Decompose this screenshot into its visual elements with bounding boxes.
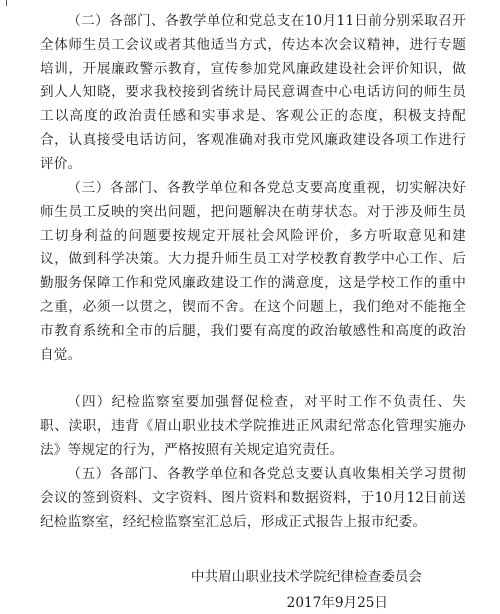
signature-organization: 中共眉山职业技术学院纪律检查委员会	[190, 569, 422, 585]
paragraph-4: （四）纪检监察室要加强督促检查，对平时工作不负责任、失职、渎职，违背《眉山职业技术学院推进正风肃纪常态化管理实施办法》等规定的行为，严格按照有关规定追究责任。	[40, 394, 466, 458]
paragraph-5: （五）各部门、各教学单位和各党总支要认真收集相关学习贯彻会议的签到资料、文字资料、图片资料和数据资料，于10月12日前送纪检监察室，经纪检监察室汇总后，形成正式报告上报市纪委。	[40, 466, 466, 530]
paragraph-2: （二）各部门、各教学单位和党总支在10月11日前分别采取召开全体师生员工会议或者其他适当方式，传达本次会议精神，进行专题培训，开展廉政警示教育，宣传参加党风廉政建设社会评价知识，做到人人知晓，要求我校接到省统计局民意调查中心电话访问的师生员工以高度的政治责任感和实事求是、客观公正的态度，积极支持配合，认真接受电话访问，客观准确对我市党风廉政建设各项工作进行评价。	[40, 13, 466, 172]
page-edge-mark	[6, 0, 7, 6]
signature-date: 2017年9月25日	[286, 595, 388, 611]
paragraph-3: （三）各部门、各教学单位和各党总支要高度重视，切实解决好师生员工反映的突出问题，把问题解决在萌芽状态。对于涉及师生员工切身利益的问题要按规定开展社会风险评价，多方听取意见和建议，做到科学决策。大力提升师生员工对学校教育教学中心工作、后勤服务保障工作和党风廉政建设工作的满意度，这是学校工作的重中之重，必须一以贯之，锲而不舍。在这个问题上，我们绝对不能拖全市教育系统和全市的后腿，我们要有高度的政治敏感性和高度的政治自觉。	[40, 180, 466, 363]
